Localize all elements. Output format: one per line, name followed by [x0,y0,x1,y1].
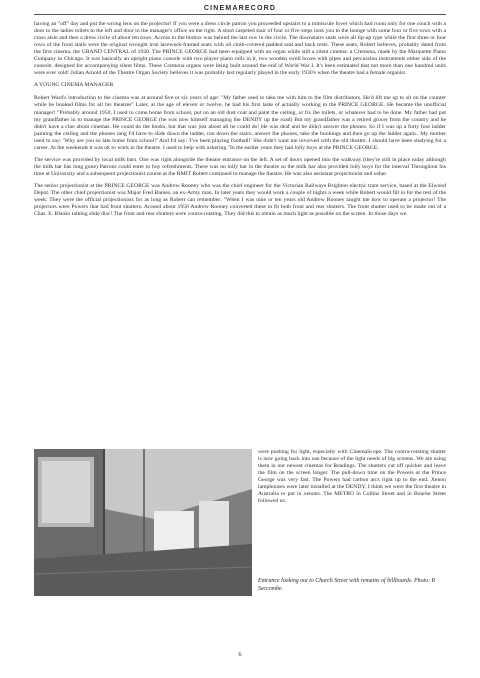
wrapped-text: were pushing for light, especially with CinemaScope. The contra-rotating shutter is now going back into use because of the light needs of big screens. We are using them in our newest cinemas for Readings. The shutters cut off quicker and leave the film on the screen longer. The pull-down time on the Powers at the Prince George was very fast. The Powers had carbon arcs right up to the end. Xenon lamphouses were later installed at the DENDY. I think we were the first theatre in Australia to put in xenons. The METRO in Collins Street and in Bourke Street followed us. [258,449,446,505]
photo-caption: Entrance looking out to Church Street with remains of billboards. Photo: R Seccombe. [258,578,436,592]
article-column [34,21,446,238]
paragraph-milk-bars: The service was provided by local milk bars. One was right alongside the theatre entrance on the left. A set of doors opened into the walkway (they're still in place today although the milk bar has long gone) Patrons could enter to buy refreshments. There was no lolly bar in the theatre so the milk bar also provided lolly boys for the interval Throughout his time at University and a subsequent projectionist course at the RMIT Robert continued to manage the theatre. He was also assistant projectionist and usher. [34,156,446,177]
photo-image [34,449,252,596]
section-heading: A YOUNG CINEMA MANAGER [34,82,114,89]
paragraph-young-manager: Robert Ward's introduction to the cinema was at around five or six years of age: "My father used to take me with him to the film distributors. He'd lift me up to sit on the counter while he booked films for all his theatres" Later, at the age of eleven or twelve, he had his first taste of actually working in the PRINCE GEORGE. He became the unofficial manager! "Probably around 1950, I used to come home from school, put on an old dust coat and paint the ceiling, or fix the toilets, or whatever had to be done. My father had put my grandfather in to manage the PRINCE GEORGE (he was now himself managing the DENDY up the road) But my grandfather was a retired grocer from the country and he didn't have a clue about cinemas. He could do the books, but that was just about all he could do! He was deaf and he didn't answer the phones. So if I was up a forty foot ladder painting the ceiling and the phones rang I'd have to slide down the ladder, run down the stairs, answer the phones, take the bookings and then go up the ladder again.. My mother used to say: 'Why are you so late home from school?' And I'd say: 'I've been playing football!' She didn't want me involved with the old theatre. I should have been studying for a career. At the weekends it was ok to work in the theatre. I used to help with ushering."In the earlier years they had lolly boys at the PRINCE GEORGE. [34,95,446,151]
running-header: CINEMARECORD [203,5,277,12]
theatre-entrance-photo [34,449,252,596]
header-rule [34,14,446,15]
paragraph-organ: having an "off" day and put the wrong lens on the projector! If you were a dress circle patron you proceeded upstairs to a miniscule foyer which had room only for one couch with a door to the ladies toilets to the left and door to the manager's office on the right. A short carpeted stair of four or five steps took you to the lounge with some four or five rows with a cross aisle and then a dress circle of about ten rows. Access to the biobox was behind the last row in the circle. The downstairs seats were all tip-up type while the first three or four rows of the front stalls were the original wrought iron lacework-framed seats with oil cloth-covered padded seat and back rests. These seats, Robert believes, probably dated from the first cinema, the GRAND CENTRAL of 1920. The PRINCE GEORGE had been equipped with an organ while still a silent cinema: a Cremona, made by the Marquette Piano Company in Chicago. It was basically an upright piano console with two player piano rolls in it, two wooden swell boxes with pipes and percussion instruments either side of the console, designed for accompanying silent films. These Cremona organs were being built around the end of World War I. It's been estimated that not more than one hundred units were ever sold! Julian Arnold of the Theatre Organ Society believes it was probably last regularly played in the early 1930's when the theatre had a female organist. [34,21,446,77]
page-number: 6 [238,651,242,658]
paragraph-projectionists: The senior projectionist at the PRINCE GEORGE was Andrew Rooney who was the chief engineer for the Victorian Railways Brighton electric tram service, based at the Elwood Depot. The other chief projectionist was Major Fred Baines, an ex-Army man. In later years they would work a couple of nights a week while Robert would fill in for the rest of the week. They were the official projectionists for as long as Robert can remember: "When I was nine or ten years old Andrew Rooney taught me how to operate a projector! The projectors were Powers that had front shutters. Around about 1956 Andrew Rooney converted these to fit both front and rear shutters. The front shutter used to be made out of a Chas. E. Blanks talking slide disc! The front and rear shutters were contra-rotating. They did this to obtain as much light as possible on the screen. In those days we [34,182,446,218]
